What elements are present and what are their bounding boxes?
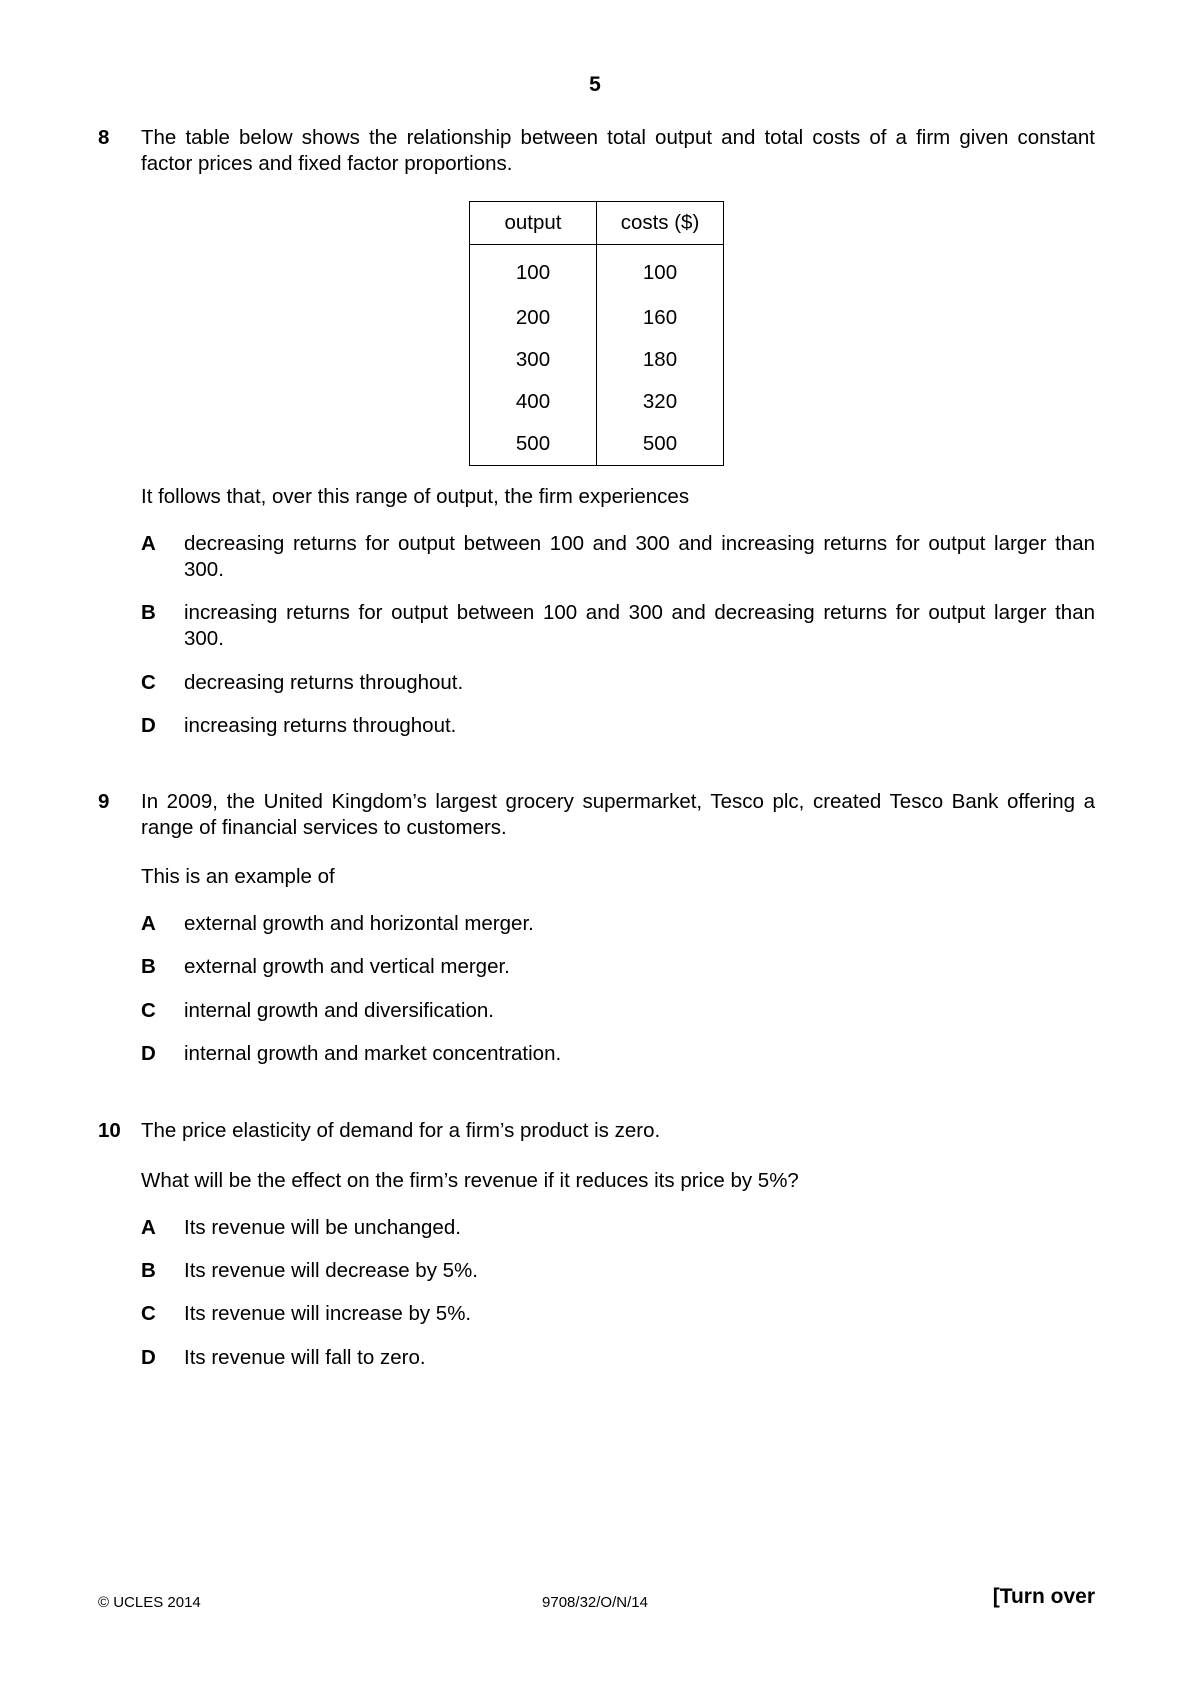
option-c[interactable] — [141, 998, 1095, 1024]
question-lead: It follows that, over this range of output, the firm experiences — [141, 485, 690, 508]
footer-paper-code: 9708/32/O/N/14 — [542, 1594, 648, 1611]
option-text: external growth and vertical merger. — [184, 955, 510, 978]
option-letter: D — [141, 1346, 156, 1369]
option-letter: C — [141, 671, 156, 694]
table-cell: 300 — [470, 339, 597, 381]
table-header-output: output — [470, 202, 597, 245]
option-text: Its revenue will increase by 5%. — [184, 1302, 472, 1325]
question-10-options — [98, 1345, 1095, 1371]
question-10-options — [98, 1215, 1095, 1241]
table-cell: 180 — [597, 339, 724, 381]
table-cell: 500 — [597, 423, 724, 466]
question-stem: In 2009, the United Kingdom’s largest grocery supermarket, Tesco plc, created Tesco Bank offering a range of financial services to customers. — [141, 790, 1095, 839]
option-text: increasing returns throughout. — [184, 714, 457, 737]
question-9-options — [98, 911, 1095, 937]
output-costs-table — [469, 201, 724, 466]
table-cell: 200 — [470, 297, 597, 339]
option-letter: B — [141, 1259, 156, 1282]
table-row — [470, 339, 724, 381]
page-number: 5 — [589, 73, 601, 96]
question-9-options — [98, 1041, 1095, 1067]
table-cell: 100 — [470, 245, 597, 298]
option-c[interactable] — [141, 1301, 1095, 1327]
question-10-lead — [98, 1168, 1095, 1194]
table-row — [470, 381, 724, 423]
footer-turn-over: [Turn over — [992, 1585, 1095, 1608]
option-text: internal growth and market concentration. — [184, 1042, 562, 1065]
option-text: decreasing returns for output between 100 and 300 and increasing returns for output larger than 300. — [184, 532, 1095, 581]
option-letter: A — [141, 532, 156, 555]
option-letter: D — [141, 714, 156, 737]
option-d[interactable] — [141, 1345, 1095, 1371]
question-8-options — [98, 600, 1095, 652]
table-cell: 400 — [470, 381, 597, 423]
option-letter: D — [141, 1042, 156, 1065]
question-8-options — [98, 670, 1095, 696]
question-lead: What will be the effect on the firm’s revenue if it reduces its price by 5%? — [141, 1169, 799, 1192]
option-text: Its revenue will decrease by 5%. — [184, 1259, 478, 1282]
option-b[interactable] — [141, 600, 1095, 652]
option-text: increasing returns for output between 100 and 300 and decreasing returns for output larger than 300. — [184, 601, 1095, 650]
question-9-options — [98, 954, 1095, 980]
option-b[interactable] — [141, 954, 1095, 980]
question-number: 8 — [98, 126, 110, 149]
footer-copyright: © UCLES 2014 — [98, 1594, 201, 1611]
table-row — [470, 423, 724, 466]
question-number: 9 — [98, 790, 110, 813]
option-letter: B — [141, 955, 156, 978]
question-8-lead — [98, 484, 1095, 510]
table-cell: 160 — [597, 297, 724, 339]
table-cell: 500 — [470, 423, 597, 466]
option-d[interactable] — [141, 713, 1095, 739]
option-d[interactable] — [141, 1041, 1095, 1067]
question-stem: The price elasticity of demand for a firm’s product is zero. — [141, 1119, 661, 1142]
table-cell: 320 — [597, 381, 724, 423]
option-text: decreasing returns throughout. — [184, 671, 464, 694]
question-9 — [98, 789, 1095, 841]
option-a[interactable] — [141, 911, 1095, 937]
table-cell: 100 — [597, 245, 724, 298]
question-9-options — [98, 998, 1095, 1024]
option-a[interactable] — [141, 531, 1095, 583]
question-10-options — [98, 1301, 1095, 1327]
table-row — [470, 245, 724, 298]
question-9-lead — [98, 864, 1095, 890]
option-letter: A — [141, 912, 156, 935]
question-stem: The table below shows the relationship between total output and total costs of a firm given constant factor prices and fixed factor proportions. — [141, 126, 1095, 175]
question-8-options — [98, 713, 1095, 739]
option-text: Its revenue will be unchanged. — [184, 1216, 461, 1239]
question-number: 10 — [98, 1119, 121, 1142]
option-letter: C — [141, 999, 156, 1022]
table-row — [470, 297, 724, 339]
option-text: Its revenue will fall to zero. — [184, 1346, 426, 1369]
option-c[interactable] — [141, 670, 1095, 696]
option-letter: A — [141, 1216, 156, 1239]
option-text: external growth and horizontal merger. — [184, 912, 534, 935]
question-lead: This is an example of — [141, 865, 335, 888]
question-8-options — [98, 531, 1095, 583]
question-8 — [98, 125, 1095, 177]
option-letter: C — [141, 1302, 156, 1325]
option-text: internal growth and diversification. — [184, 999, 494, 1022]
question-10 — [98, 1118, 1095, 1144]
option-letter: B — [141, 601, 156, 624]
option-b[interactable] — [141, 1258, 1095, 1284]
question-10-options — [98, 1258, 1095, 1284]
option-a[interactable] — [141, 1215, 1095, 1241]
table-header-costs: costs ($) — [597, 202, 724, 245]
